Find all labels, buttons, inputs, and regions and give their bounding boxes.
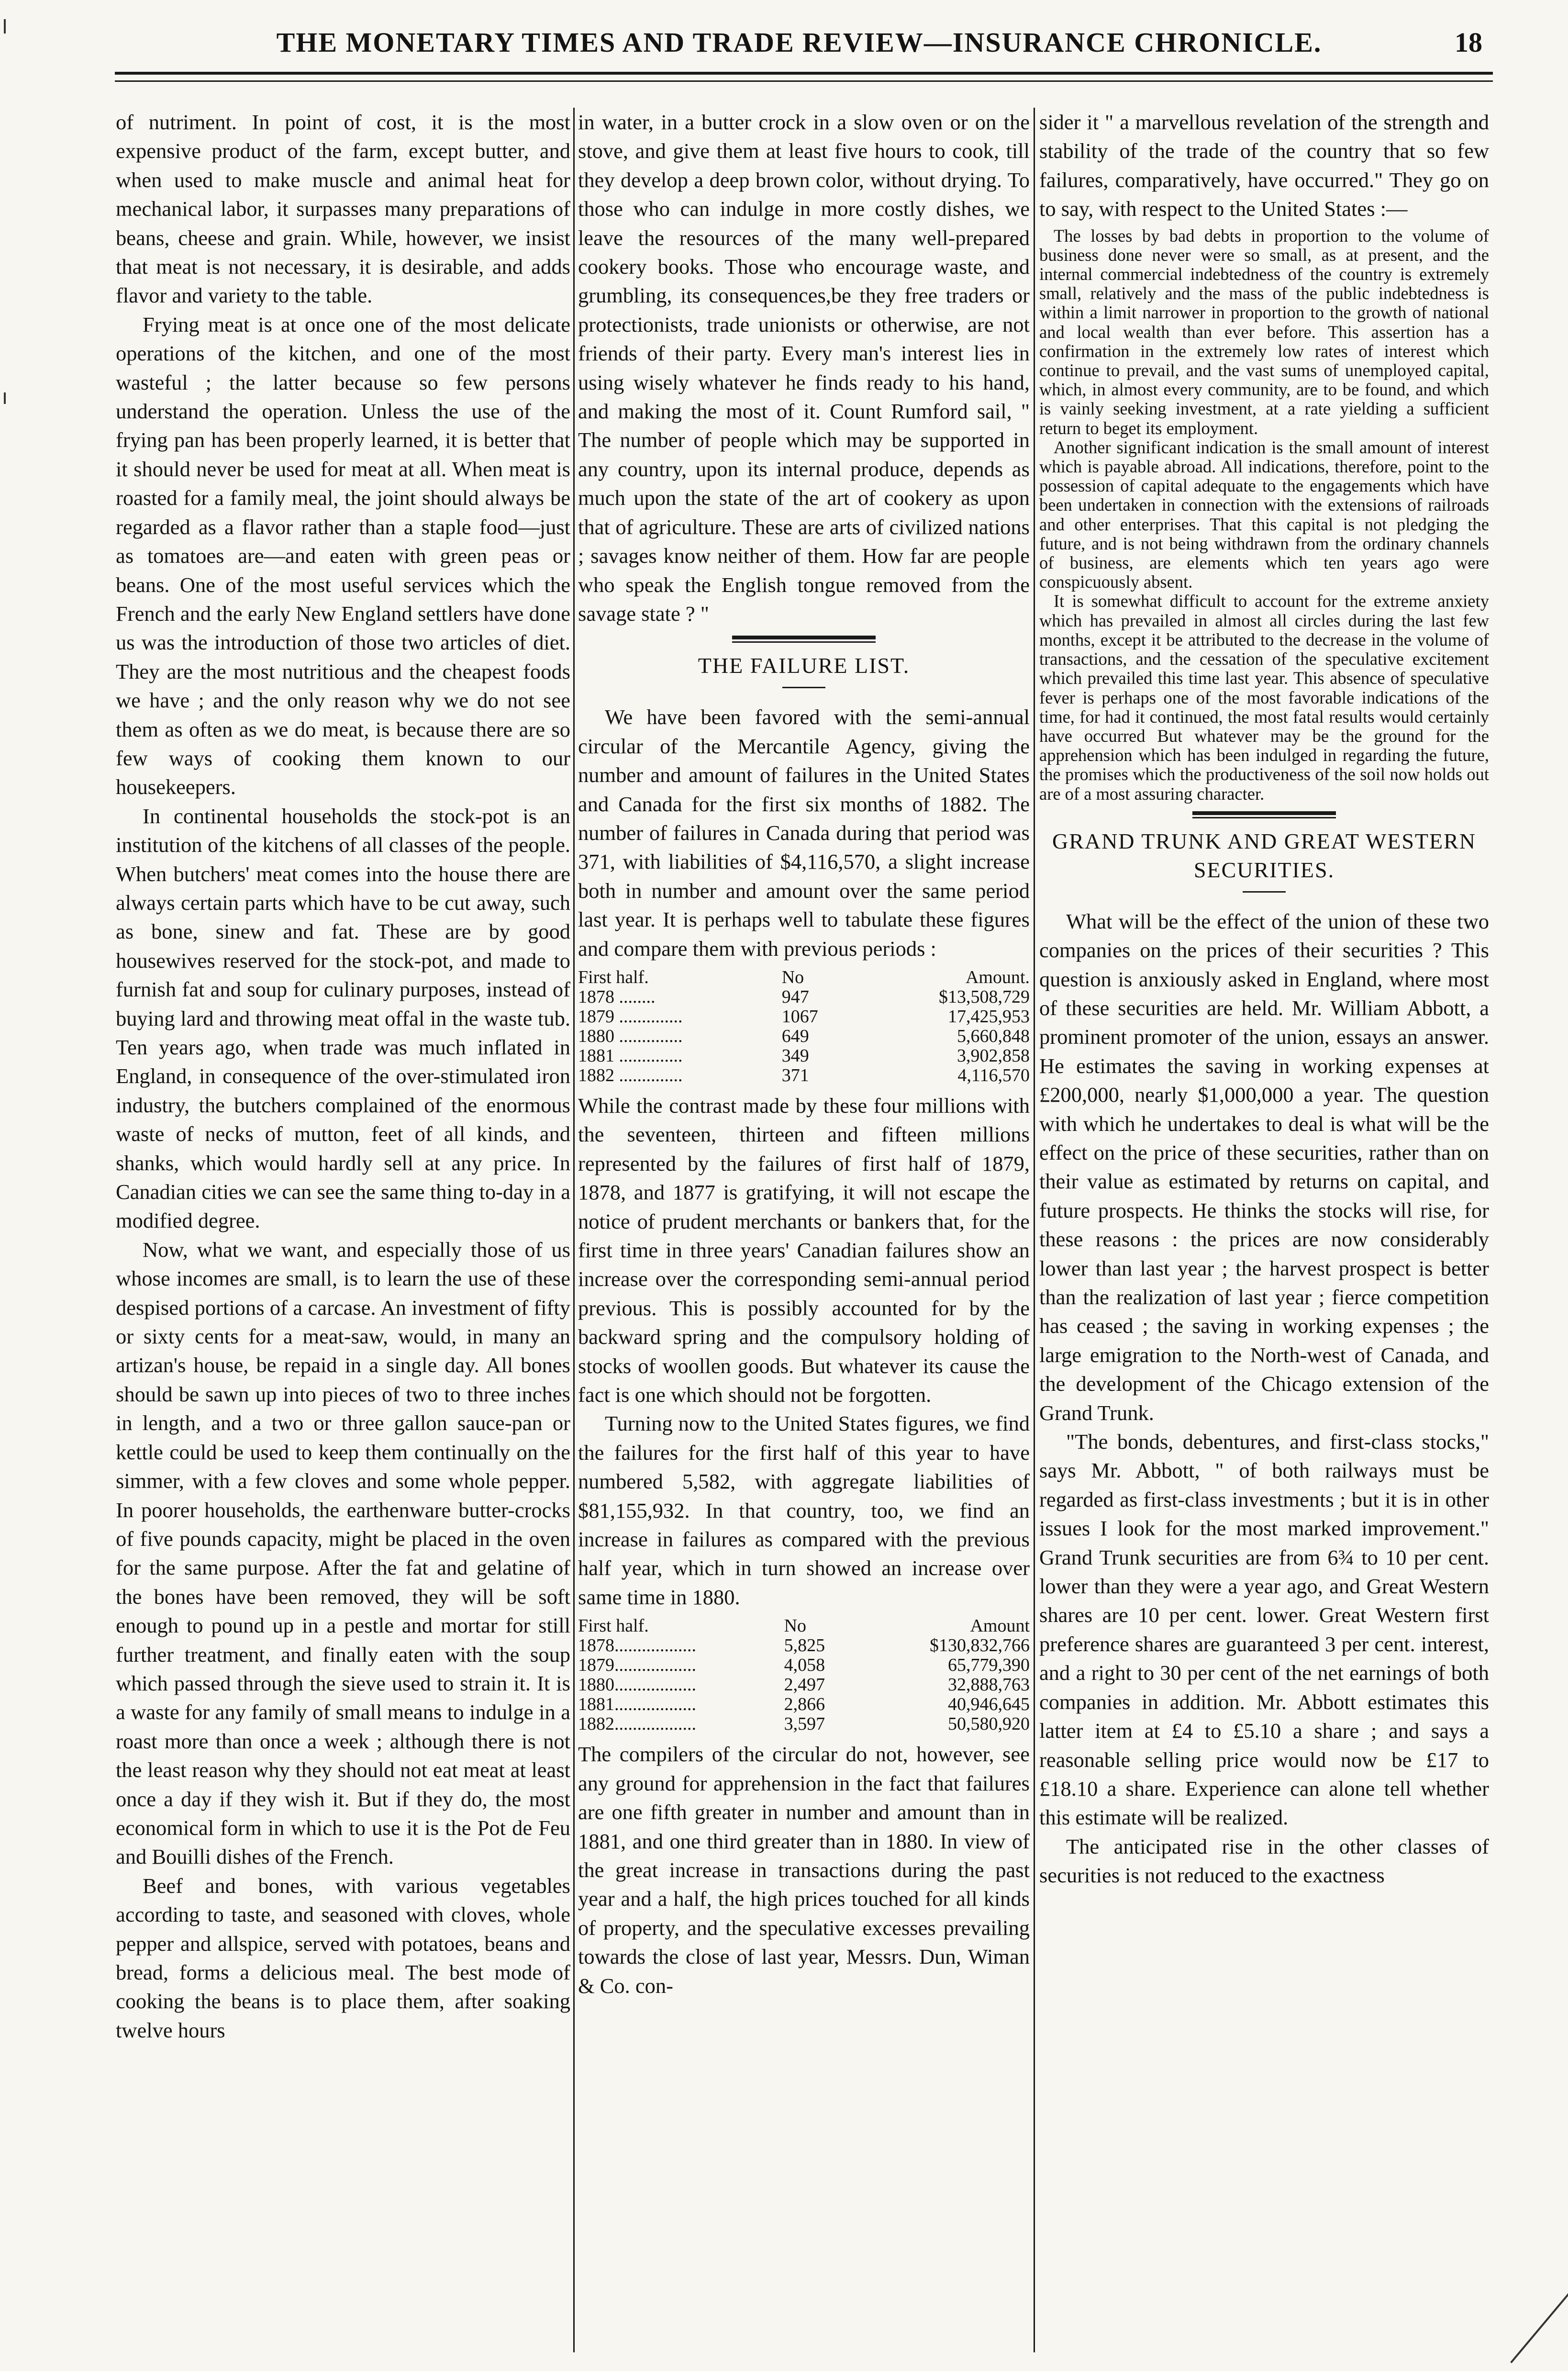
page-number: 18 <box>1455 27 1482 58</box>
running-head: THE MONETARY TIMES AND TRADE REVIEW—INSURANCE CHRONICLE. <box>276 27 1322 58</box>
table-cell: 1878 ........ <box>578 986 656 1007</box>
table-cell: 1881 .............. <box>578 1045 683 1066</box>
table-cell: 1878.................. <box>578 1635 696 1656</box>
section-rule <box>1192 817 1336 818</box>
table-cell: 1880 .............. <box>578 1026 683 1046</box>
table-row <box>578 1027 1030 1046</box>
table-cell: 17,425,953 <box>948 1006 1030 1027</box>
table-row <box>578 1066 1030 1085</box>
column-header: Amount <box>970 1616 1030 1636</box>
article-paragraph: "The bonds, debentures, and first-class stocks," says Mr. Abbott, " of both railways must be regarded as first-class investments ; but it is in other issues I look for the most marked improvement." Grand Trunk securities are from 6¾ to 10 per cent. lower than they were a year ago, and Great Western shares are 10 per cent. lower. Great Western first preference shares are guaranteed 3 per cent. interest, and a right to 30 per cent of the net earnings of both companies in addition. Mr. Abbott estimates this latter item at £4 to £5.10 a share ; and says a reasonable selling price would now be £17 to £18.10 a share. Experience can alone tell whether this estimate will be realized. <box>1039 1430 1489 1830</box>
table-row <box>578 1046 1030 1066</box>
table-row <box>578 1007 1030 1027</box>
table-cell: 649 <box>781 1026 809 1046</box>
scan-edge-mark <box>4 19 6 34</box>
table-cell: 947 <box>781 986 809 1007</box>
quote-paragraph: The losses by bad debts in proportion to the volume of business done never were so small, as at present, and the internal commercial indebtedness of the country is extremely small, relatively and the mass of the public indebtedness is within a limit narrower in proportion to the growth of national and local wealth than ever before. This assertion has a confirmation in the extremely low rates of interest which continue to prevail, and the vast sums of unemployed capital, which, in almost every community, are to be found, and which is vainly seeking investment, at a rate yielding a sufficient return to beget its employment. <box>1039 225 1489 438</box>
table-cell: 1882.................. <box>578 1714 696 1734</box>
article-paragraph: Frying meat is at once one of the most delicate operations of the kitchen, and one of the most wasteful ; the latter because so few persons understand the operation. Unless the use of the frying pan has been properly learned, it is better that it should never be used for meat at all. When meat is roasted for a family meal, the joint should always be regarded as a flavor rather than a staple food—just as tomatoes are—and eaten with green peas or beans. One of the most useful services which the French and the early New England settlers have done us was the introduction of those two articles of diet. They are the most nutritious and the cheapest foods we have ; and the only reason why we do not see them as often as we do meat, is because there are so few ways of cooking them known to our housekeepers. <box>116 312 570 799</box>
table-cell: 50,580,920 <box>948 1714 1030 1734</box>
table-cell: 4,058 <box>784 1655 825 1676</box>
quote-paragraph: Another significant indication is the small amount of interest which is payable abroad. All indications, therefore, point to the possession of capital adequate to the engagements which have been undertaken in connection with the extensions of railroads and other enterprises. That this capital is not pledging the future, and is not being withdrawn from the ordinary channels of business, are elements which ten years ago were conspicuously absent. <box>1039 437 1489 592</box>
article-paragraph: The anticipated rise in the other classes of securities is not reduced to the exactness <box>1039 1834 1489 1888</box>
table-row <box>578 1714 1030 1734</box>
table-header-row <box>578 968 1030 987</box>
column-divider <box>1034 108 1035 2352</box>
column-1 <box>116 108 570 2352</box>
article-paragraph: What will be the effect of the union of these two companies on the prices of their securities ? This question is anxiously asked in England, where most of these securities are held. Mr. William Abbott, a prominent promoter of the union, essays an answer. He estimates the saving in working expenses at £200,000, nearly $1,000,000 a year. The question with which he undertakes to deal is what will be the effect on the price of these securities, rather than on their value as estimated by returns on capital, and future prospects. He thinks the stocks will rise, for these reasons : the prices are now considerably lower than last year ; the harvest prospect is better than the realization of last year ; fierce competition has ceased ; the saving in working expenses ; the large emigration to the North-west of Canada, and the development of the Chicago extension of the Grand Trunk. <box>1039 909 1489 1425</box>
block-quote <box>1039 226 1489 804</box>
article-paragraph: in water, in a butter crock in a slow oven or on the stove, and give them at least five hours to cook, till they develop a deep brown color, without drying. To those who can indulge in more costly dishes, we leave the resources of the many well-prepared cookery books. Those who encourage waste, and grumbling, its consequences,be they free traders or protectionists, trade unionists or otherwise, are not friends of their party. Every man's interest lies in using wisely whatever he finds ready to his hand, and making the most of it. Count Rumford sail, " The number of people which may be supported in any country, upon its internal produce, depends as much upon the state of the art of cookery as upon that of agriculture. These are arts of civilized nations ; savages know neither of them. How far are people who speak the English tongue removed from the savage state ? " <box>578 110 1030 626</box>
table-cell: 1880.................. <box>578 1675 696 1695</box>
article-paragraph: In continental households the stock-pot is an institution of the kitchens of all classes of the people. When butchers' meat comes into the house there are always certain parts which have to be cut away, such as bone, sinew and fat. These are by good housewives reserved for the stock-pot, and made to furnish fat and soup for culinary purposes, instead of buying lard and throwing meat offal in the waste tub. Ten years ago, when trade was much inflated in England, in consequence of the over-stimulated iron industry, the butchers complained of the enormous waste of necks of mutton, feet of all kinds, and shanks, which would hardly sell at any price. In Canadian cities we can see the same thing to-day in a modified degree. <box>116 804 570 1233</box>
table-row <box>578 1675 1030 1695</box>
scan-corner-mark <box>1510 2289 1568 2363</box>
article-paragraph: Beef and bones, with various vegetables according to taste, and seasoned with cloves, whole pepper and allspice, served with potatoes, beans and bread, forms a delicious meal. The best mode of cooking the beans is to place them, after soaking twelve hours <box>116 1873 570 2042</box>
table-cell: 65,779,390 <box>948 1655 1030 1676</box>
column-2 <box>578 108 1030 2352</box>
table-cell: 2,497 <box>784 1675 825 1695</box>
failures-table-canada <box>578 968 1030 1085</box>
article-paragraph: Now, what we want, and especially those of us whose incomes are small, is to learn the use of these despised portions of a carcase. An investment of fifty or sixty cents for a meat-saw, would, in many an artizan's house, be repaid in a single day. All bones should be sawn up into pieces of two to three inches in length, and a two or three gallon sauce-pan or kettle could be used to keep them continually on the simmer, with a few cloves and some whole pepper. In poorer households, the earthenware butter-crocks of five pounds capacity, might be placed in the oven for the same purpose. After the fat and gelatine of the bones have been removed, they will be soft enough to pound up in a pestle and mortar for still further treatment, and finally eaten with the soup which passed through the sieve used to strain it. It is a waste for any family of small means to indulge in a roast more than once a week ; although there is not the least reason why they should not eat meat at least once a day if they wish it. But if they do, the most economical form in which to use it is the Pot de Feu and Bouilli dishes of the French. <box>116 1237 570 1869</box>
table-cell: 3,597 <box>784 1714 825 1734</box>
column-header: No <box>781 967 804 987</box>
table-row <box>578 1655 1030 1675</box>
column-header: No <box>784 1616 807 1636</box>
section-heading: GRAND TRUNK AND GREAT WESTERN SECURITIES. <box>1052 828 1477 882</box>
table-cell: 1879.................. <box>578 1655 696 1676</box>
column-divider <box>573 108 575 2352</box>
table-cell: 1879 .............. <box>578 1006 683 1027</box>
table-cell: 1882 .............. <box>578 1065 683 1085</box>
section-rule <box>732 636 876 639</box>
table-cell: 3,902,858 <box>957 1045 1030 1066</box>
heading-rule <box>1243 891 1286 893</box>
table-row <box>578 987 1030 1007</box>
table-cell: 32,888,763 <box>948 1675 1030 1695</box>
section-rule <box>1192 811 1336 815</box>
table-cell: 5,825 <box>784 1635 825 1656</box>
table-header-row <box>578 1616 1030 1636</box>
table-cell: 4,116,570 <box>957 1065 1030 1085</box>
article-paragraph: Turning now to the United States figures, we find the failures for the first half of this year to have numbered 5,582, with aggregate liabilities of $81,155,932. In that country, too, we find an increase in failures as compared with the previous half year, which in turn showed an increase over same time in 1880. <box>578 1411 1030 1609</box>
heading-rule <box>782 687 825 688</box>
table-cell: $13,508,729 <box>939 986 1030 1007</box>
table-cell: 349 <box>781 1045 809 1066</box>
scan-edge-mark <box>4 392 6 404</box>
table-cell: 2,866 <box>784 1694 825 1715</box>
table-cell: 5,660,848 <box>957 1026 1030 1046</box>
column-header: First half. <box>578 967 649 987</box>
column-header: First half. <box>578 1616 649 1636</box>
quote-paragraph: It is somewhat difficult to account for the extreme anxiety which has prevailed in almost all circles during the last few months, except it be attributed to the decrease in the volume of transactions, and the cessation of the speculative excitement which prevailed this time last year. This absence of speculative fever is perhaps one of the most favorable indications of the time, for had it continued, the most fatal results would certainly have occurred But whatever may be the ground for the apprehension which has been indulged in regarding the future, the promises which the productiveness of the soil now holds out are of a most assuring character. <box>1039 591 1489 804</box>
article-paragraph: of nutriment. In point of cost, it is the most expensive product of the farm, except butter, and when used to make muscle and animal heat for mechanical labor, it surpasses many preparations of beans, cheese and grain. While, however, we insist that meat is not necessary, it is desirable, and adds flavor and variety to the table. <box>116 110 570 308</box>
failures-table-united-states <box>578 1616 1030 1734</box>
table-cell: 40,946,645 <box>948 1694 1030 1715</box>
article-paragraph: While the contrast made by these four millions with the seventeen, thirteen and fifteen millions represented by the failures of first half of 1879, 1878, and 1877 is gratifying, it will not escape the notice of prudent merchants or bankers that, for the first time in three years' Canadian failures show an increase over the corresponding semi-annual period previous. This is possibly accounted for by the backward spring and the compulsory holding of stocks of woollen goods. But whatever its cause the fact is one which should not be forgotten. <box>578 1093 1030 1407</box>
table-cell: 1881.................. <box>578 1694 696 1715</box>
section-rule <box>732 641 876 643</box>
table-cell: 371 <box>781 1065 809 1085</box>
column-header: Amount. <box>965 967 1030 987</box>
section-heading: THE FAILURE LIST. <box>698 653 910 678</box>
header-rule <box>115 72 1493 75</box>
article-paragraph: sider it " a marvellous revelation of the strength and stability of the trade of the country that so few failures, comparatively, have occurred." They go on to say, with respect to the United States :— <box>1039 110 1489 221</box>
article-paragraph: The compilers of the circular do not, however, see any ground for apprehension in the fact that failures are one fifth greater in number and amount than in 1881, and one third greater than in 1880. In view of the great increase in transactions during the past year and a half, the high prices touched for all kinds of property, and the speculative excesses prevailing towards the close of last year, Messrs. Dun, Wiman & Co. con- <box>578 1742 1030 1998</box>
table-cell: $130,832,766 <box>930 1635 1030 1656</box>
header-rule-thin <box>115 80 1493 82</box>
table-row <box>578 1695 1030 1714</box>
article-paragraph: We have been favored with the semi-annual circular of the Mercantile Agency, giving the number and amount of failures in the United States and Canada for the first six months of 1882. The number of failures in Canada during that period was 371, with liabilities of $4,116,570, a slight increase both in number and amount over the same period last year. It is perhaps well to tabulate these figures and compare them with previous periods : <box>578 705 1030 961</box>
table-cell: 1067 <box>781 1006 818 1027</box>
column-3 <box>1039 108 1489 2352</box>
table-row <box>578 1636 1030 1655</box>
